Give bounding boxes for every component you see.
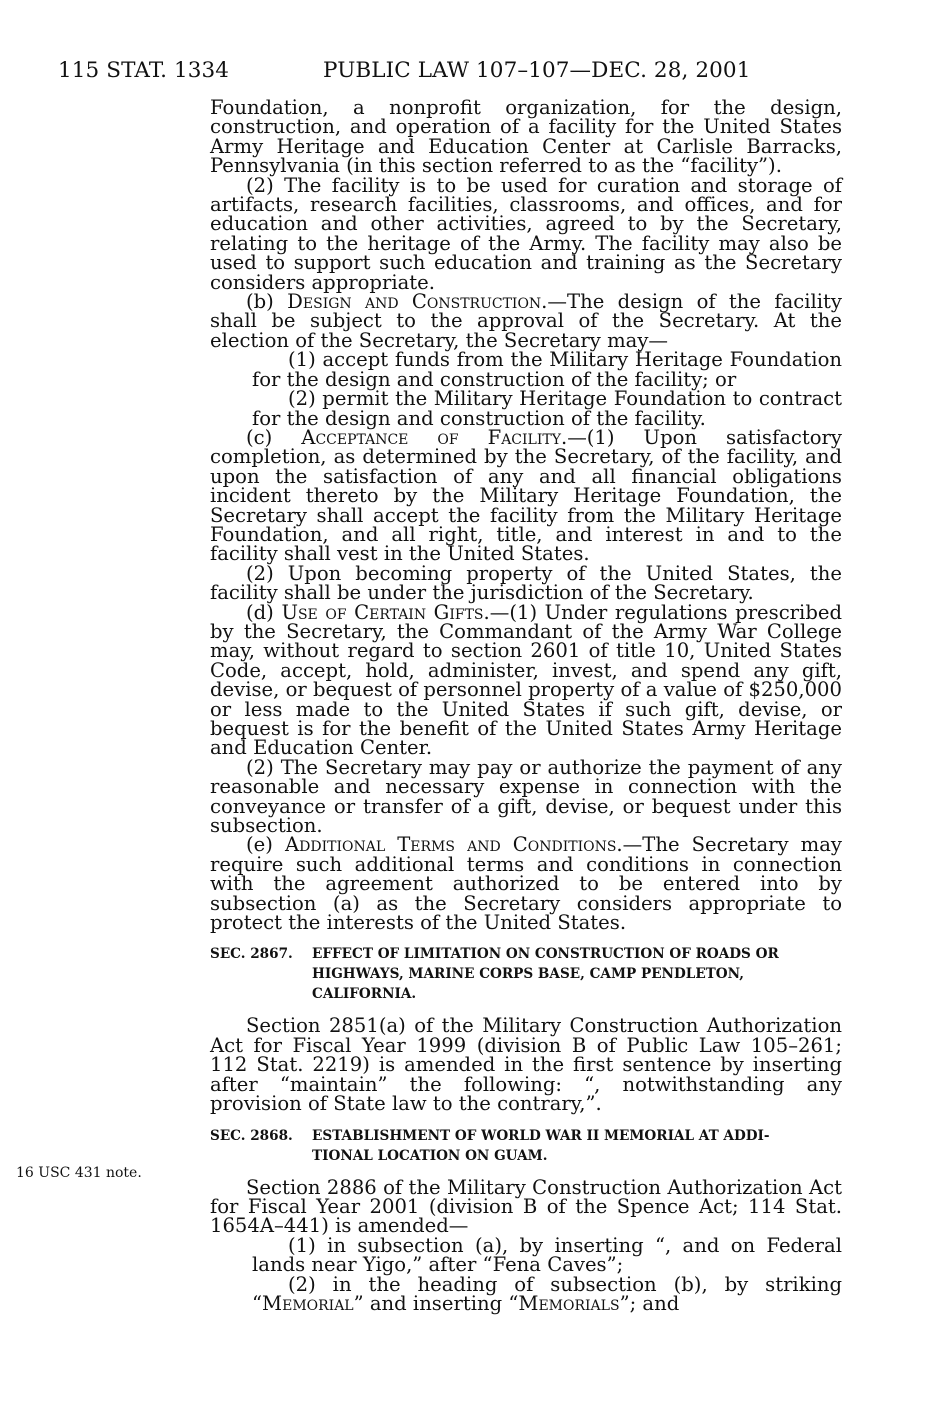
section-2867-text: Section 2851(a) of the Military Construction Authorization Act for Fiscal Year 1999 (division B of Public Law 105–261; 112 Stat. 2219) is amended in the first sentence by inserting after “maintain” the following: “, notwithstanding any provision of State law to the contrary,”. (210, 1014, 842, 1116)
running-head: PUBLIC LAW 107–107—DEC. 28, 2001 (323, 58, 751, 83)
subsection-label: (b) (246, 290, 274, 314)
list-item: (1) in subsection (a), by inserting “, and on Federal lands near Yigo,” after “Fena Caves”; (252, 1233, 842, 1277)
section-heading-2868 (210, 1126, 842, 1166)
subsection-heading: Additional Terms and Conditions. (285, 833, 623, 857)
section-title-line: TIONAL LOCATION ON GUAM. (312, 1147, 548, 1164)
section-number: SEC. 2867. (210, 946, 293, 963)
paragraph-d2: (2) The Secretary may pay or authorize the payment of any reasonable and necessary expense in connection with the conveyance or transfer of a gift, devise, or bequest under this subsection. (210, 755, 842, 838)
paragraph-a2: (2) The facility is to be used for curation and storage of artifacts, research facilities, classrooms, and offices, and for education and other activities, agreed to by the Secretary, relating to the heritage of the Army. The facility may also be used to support such education and training as the Secretary considers appropriate. (210, 173, 842, 294)
subsection-text: —The Secretary may require such additional terms and conditions in connection with the agreement authorized to be entered into by subsection (a) as the Secretary considers appropriate to protect the interests of the United States. (210, 833, 843, 935)
margin-note: 16 USC 431 note. (16, 1165, 142, 1181)
section-title-line: HIGHWAYS, MARINE CORPS BASE, CAMP PENDLETON, (312, 966, 744, 983)
list-item: (1) accept funds from the Military Heritage Foundation for the design and construction of the facility; or (252, 348, 842, 391)
section-title-line: CALIFORNIA. (312, 986, 417, 1003)
paragraph-continued: Foundation, a nonprofit organization, for the design, construction, and operation of a facility for the United States Army Heritage and Education Center at Carlisle Barracks, Pennsylvania (in this section referred to as the “facility”). (210, 96, 842, 178)
section-number: SEC. 2868. (210, 1127, 293, 1144)
list-item-text: ”; and (619, 1291, 680, 1315)
stat-page-number: 115 STAT. 1334 (58, 58, 230, 83)
subsection-heading: Design and Construction. (287, 290, 548, 314)
list-item-term: Memorial (262, 1291, 354, 1315)
subsection-heading: Acceptance of Facility. (301, 425, 568, 449)
paragraph-b (210, 292, 842, 350)
paragraph-d (210, 600, 842, 760)
section-title (210, 1126, 842, 1166)
list-item-text: (2) in the heading of subsection (b), by striking “ (252, 1272, 842, 1315)
document-body (210, 98, 842, 1313)
section-title (210, 944, 842, 1004)
subsection-label: (e) (246, 833, 273, 857)
paragraph-c (210, 425, 842, 566)
section-heading-2867 (210, 944, 842, 1004)
list-item-text: ” and inserting “ (353, 1291, 519, 1315)
section-2868-text: Section 2886 of the Military Construction Authorization Act for Fiscal Year 2001 (division B of the Spence Act; 114 Stat. 1654A–441) is amended— (210, 1175, 842, 1238)
paragraph-c2: (2) Upon becoming property of the United States, the facility shall be under the jurisdiction of the Secretary. (210, 561, 842, 605)
subsection-text: —The design of the facility shall be subject to the approval of the Secretary. At the election of the Secretary, the Secretary may— (210, 290, 842, 352)
subsection-heading: Use of Certain Gifts. (281, 600, 490, 624)
subsection-text: —(1) Under regulations prescribed by the Secretary, the Commandant of the Army War College may, without regard to section 2601 of title 10, United States Code, accept, hold, administer, invest, and spend any gift, devise, or bequest of personnel property of a value of $250,000 or less made to the United States if such gift, devise, or bequest is for the benefit of the United States Army Heritage and Education Center. (210, 600, 842, 760)
subsection-label: (c) (246, 425, 273, 449)
list-item (210, 1272, 842, 1315)
list-item: (2) permit the Military Heritage Foundation to contract for the design and construction of the facility. (252, 387, 842, 430)
subsection-label: (d) (246, 600, 274, 624)
subsection-text: —(1) Upon satisfactory completion, as determined by the Secretary, of the facility, and upon the satisfaction of any and all financial obligations incident thereto by the Military Heritage Foundation, the Secretary shall accept the facility from the Military Heritage Foundation, and all right, title, and interest in and to the facility shall vest in the United States. (210, 425, 842, 566)
section-title-line: ESTABLISHMENT OF WORLD WAR II MEMORIAL AT ADDI- (312, 1127, 770, 1144)
section-title-line: EFFECT OF LIMITATION ON CONSTRUCTION OF ROADS OR (312, 946, 779, 963)
list-item-term: Memorials (518, 1291, 620, 1315)
paragraph-e (210, 833, 843, 935)
